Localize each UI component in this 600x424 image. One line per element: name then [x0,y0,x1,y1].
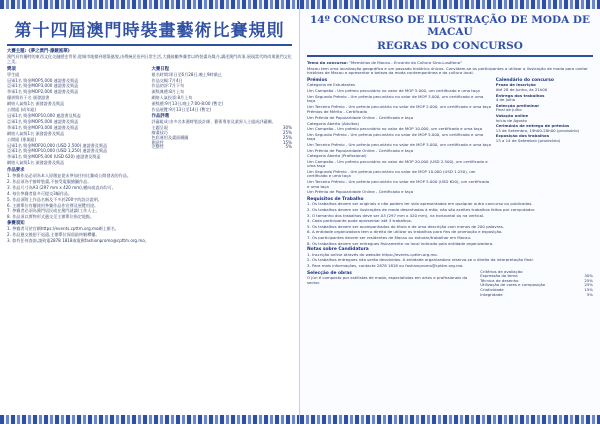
schedule-line: 頒獎典禮:8月上旬 [151,89,185,95]
calendar-item: Selecção preliminar Final de Julho [495,102,540,113]
prize-line: Um Segundo Prémio - Um prémio pecuniário no valor de MOP 3.000, um certificado e uma taça [307,93,484,104]
calendar-item: Exposição dos trabalhos 13 a 14 de Setembro (provisório) [495,133,561,143]
theme-text: 澳門具有獨特的東西文化交融歷史背景,從城市地標到建築風貌,由傳統民俗到日常生活,大賽鼓勵參賽者以時裝畫為媒介,講述澳門故事,展現當代時尚與澳門文化之美。 [7,53,292,64]
requirement-line: 2. Os trabalhos devem ser ilustrações de moda desenhadas à mão; não são aceites trabalhos feitos por computador. [307,207,536,213]
requirements-section [307,198,593,246]
calendar-item: Votação online Início de Agosto [495,112,529,123]
award-line: 季軍1名 獎金MOP5,000 (USD 620) 連證書及獎盃 [7,154,101,160]
criteria-row: Integridade 5% [480,291,593,297]
theme-label: Tema do concurso: [307,60,348,65]
award-line: 網絡人氣獎1名 頒發證書及獎盃 [7,160,65,166]
requirement-line: 6. A entidade organizadora tem o direito de utilizar os trabalhos para fins de promoção e exposição. [307,229,503,235]
requirement-line: 5. Os trabalhos devem ser acompanhados do título e de uma descrição com menos de 200 palavras. [307,223,504,229]
award-line: 冠軍1名 獎金MOP20,000 (USD 2,500) 連證書及獎盃 [7,142,108,148]
criteria-row: Critérios de avaliação [480,268,523,274]
portuguese-rules-panel [300,0,600,424]
requirement-line: 3. 作品尺寸為A3 (297 mm x 420 mm),橫向或直向均可。 [7,184,116,190]
theme-text: Macau tem uma localização geográfica e um passado histórico únicos. Convidam-se os participantes a utilizar a ilustração de moda para contar histórias de Macau e apresentar a beleza da moda contemporânea e da cultura local. [307,65,588,76]
title-divider [7,44,292,46]
schedule-line: 作品初評:7月下旬 [151,83,185,89]
award-line: 公開組 (專業組) [7,136,37,142]
requirement-line: 3. O tamanho dos trabalhos deve ser A3 (297 mm x 420 mm), na horizontal ou na vertical. [307,212,485,218]
note-line: 3. 如有任何查詢,請致電2878 1818或電郵fashionpromo@cpttm.org.mo。 [7,238,149,243]
criteria-row: Técnica de desenho 25% [480,277,593,283]
bottom-decorative-band [300,415,600,424]
prize-line: Um Segundo Prémio - Um prémio pecuniário no valor de MOP 10.000 (USD 1.250), um certificado e uma taça [307,168,476,179]
calendar-item: Prazo de inscrição Até 28 de Junho, às 21h00 [495,82,548,92]
requirement-line: 4. 每位參賽者最多可提交3幅作品。 [7,190,73,196]
award-line: 亞軍1名 獎金MOP3,000 連證書及獎盃 [7,83,79,89]
prize-line: Um Terceiro Prémio - Um prémio pecuniário no valor de MOP 5.000 (USD 620), um certificado e uma taça [307,179,490,189]
prizes-calendar-row [307,77,593,196]
prize-line: Categoria Aberta (Adultos) [307,120,360,126]
prize-line: Um Campeão - Um prémio pecuniário no valor de MOP 10.000, um certificado e uma taça [307,126,483,132]
criteria-row: Criatividade 15% [480,286,593,292]
requirement-line: 8. 作品須以實物形式遞交至主辦單位指定地點。 [7,214,95,220]
requirement-line: 7. Os participantes devem ser residentes de Macau ou estudar/trabalhar em Macau. [307,235,472,240]
award-line: 亞軍1名 獎金MOP5,000 連證書及獎盃 [7,118,79,124]
top-decorative-band [0,0,299,9]
award-line: 學生組 [7,71,20,77]
page-title-chinese: 第十四屆澳門時裝畫藝術比賽規則 [14,21,285,41]
note-line: 2. Os trabalhos entregues não serão devolvidos. A entidade organizadora reserva-se o direito da interpretação final. [307,257,534,263]
requirements-section [7,169,292,220]
calendar-item: Cerimónia de entrega de prémios 13 de Setembro, 19h00-20h00 (provisório) [495,123,580,133]
prize-line: Um Segundo Prémio - Um prémio pecuniário no valor de MOP 5.000, um certificado e uma taça [307,131,484,142]
schedule-line: 作品展覽:9月13日至14日 (暫定) [151,107,212,113]
awards-section [7,66,148,167]
schedule-line: 報名時間:即日至6月28日,晚上9時截止 [151,71,222,77]
award-line: 季軍1名 獎金MOP2,000 連證書及獎盃 [7,89,79,95]
note-line: 1. 參賽者可於官網https://events.cpttm.org.mo網上報名。 [7,226,119,232]
requirements-heading: Requisitos de Trabalho [307,196,364,202]
schedule-line: 頒獎禮:9月13日,晚上7:00-8:00 (暫定) [151,101,224,107]
award-line: 冠軍1名 獎金MOP10,000 連證書及獎盃 [7,112,81,118]
prize-line: Categoria de Estudantes [307,82,356,88]
award-line: 季軍1名 獎金MOP3,000 連證書及獎盃 [7,124,79,130]
selection-heading: Selecção de obras [307,270,352,276]
selection-section [307,270,593,298]
requirement-line: 8. Os trabalhos devem ser entregues fisicamente no local indicado pela entidade organizadora. [307,240,494,246]
criteria-heading: 作品評選 [151,113,170,119]
awards-schedule-row [7,66,292,167]
schedule-section [152,66,293,167]
calendar-section [496,77,593,196]
prize-line: Prémios de Mérito - Certificado [307,109,368,115]
bottom-decorative-band [0,415,299,424]
notes-section [7,222,292,244]
award-line: 公開組 (成年組) [7,107,37,113]
schedule-line: 網絡人氣投票:8月上旬 [151,95,193,101]
prizes-section [307,77,492,196]
notes-heading: Notas sobre Candidatura [307,247,369,253]
top-decorative-band [300,0,600,9]
note-line: 1. Inscrição online através do website https://events.cpttm.org.mo. [307,251,438,257]
criteria-row: Expressão do tema 30% [480,273,593,279]
criteria-row: 主題呈現 30% [151,124,292,130]
criteria-row: 色彩運用及畫面構圖 25% [151,134,292,140]
requirement-line: 5. 作品須附上作品名稱及不多於200字的設計說明。 [7,196,102,202]
award-line: 冠軍1名 獎金MOP5,000 連證書及獎盃 [7,77,79,83]
calendar-heading: Calendário do concurso [495,77,554,83]
page-title-portuguese: 14º CONCURSO DE ILUSTRAÇÃO DE MODA DE MACAU [309,14,590,38]
awards-heading: 獎項 [7,66,16,72]
title-divider [307,55,593,57]
selection-criteria [480,270,593,298]
requirement-line: 1. 參賽作品必須為本人原創並從未參加任何比賽或公開發表的作品。 [7,173,131,179]
prize-line: Um Terceiro Prémio - Um prémio pecuniário no valor de MOP 2.000, um certificado e uma taça [307,103,492,109]
notes-section [307,248,593,268]
requirement-line: 1. Os trabalhos devem ser originais e não podem ter sido apresentados em qualquer outro concurso ou publicados. [307,201,533,207]
award-line: 亞軍1名 獎金MOP10,000 (USD 1,250) 連證書及獎盃 [7,148,108,154]
schedule-heading: 大賽日程 [151,66,170,72]
requirements-heading: 作品要求 [7,168,25,174]
theme-section [307,61,593,76]
prize-line: Um Prémio de Popularidade Online - Certificado e taça [307,114,414,120]
schedule-line: 作品交稿:7月4日 [151,77,183,83]
prize-line: Categoria Aberta (Profissional) [307,153,367,159]
criteria-row: 繪畫技巧 25% [151,129,292,135]
notes-heading: 參賽須知 [7,221,25,227]
page-subtitle-portuguese: REGRAS DO CONCURSO [377,40,523,52]
prize-line: Um Prémio de Popularidade Online - Certificado e taça [307,147,414,153]
prize-line: Um Prémio de Popularidade Online - Certificado e taça [307,189,414,195]
award-line: 優異獎若干名 頒發證書 [7,95,50,101]
requirement-line: 7. 參賽者必須為澳門居民或在澳門就讀/工作人士。 [7,208,100,214]
theme-section [7,50,292,65]
prize-line: Um Campeão - Um prémio pecuniário no valor de MOP 5.000, um certificado e uma taça [307,87,480,93]
criteria-row: Utilização de cores e composição 25% [480,282,593,288]
note-line: 3. Para mais informações, contacte 2878 1818 ou fashionpromo@cpttm.org.mo. [307,262,464,268]
note-line: 2. 作品遞交後恕不退還,主辦單位保留最終解釋權。 [7,232,100,238]
requirement-line: 6. 主辦單位有權使用參賽作品作宣傳及展覽用途。 [7,202,99,208]
award-line: 網絡人氣獎1名 頒發證書及獎盃 [7,101,65,107]
theme-heading: 大賽主題:《夢之澳門·濠鏡風華》 [7,49,72,54]
selection-intro: O júri é composto por estilistas de moda, especialistas em artes e profissionais do sector. [307,275,468,285]
criteria-row: 創意性 15% [151,139,292,145]
award-line: 網絡人氣獎1名 頒發證書及獎盃 [7,130,65,136]
prizes-heading: Prémios [307,77,328,83]
criteria-row: 完整性 5% [151,144,292,150]
prize-line: Um Campeão - Um prémio pecuniário no valor de MOP 20.000 (USD 2.500), um certificado e uma taça [307,158,488,169]
theme-value: "Memórias de Macau - Encanto da Cultura Sino-Lusófona" [349,60,462,65]
calendar-item: Entrega dos trabalhos 4 de Julho [495,92,545,103]
requirement-line: 4. Cada participante pode apresentar até 3 trabalhos. [307,218,413,224]
criteria-intro: 評審組成:由多名本澳時裝設計師、藝術專家及業界人士組成評審團。 [151,118,276,124]
requirement-line: 2. 作品須為手繪時裝畫,不接受電腦繪圖作品。 [7,178,92,184]
prize-line: Um Terceiro Prémio - Um prémio pecuniário no valor de MOP 3.000, um certificado e uma taça [307,141,492,147]
